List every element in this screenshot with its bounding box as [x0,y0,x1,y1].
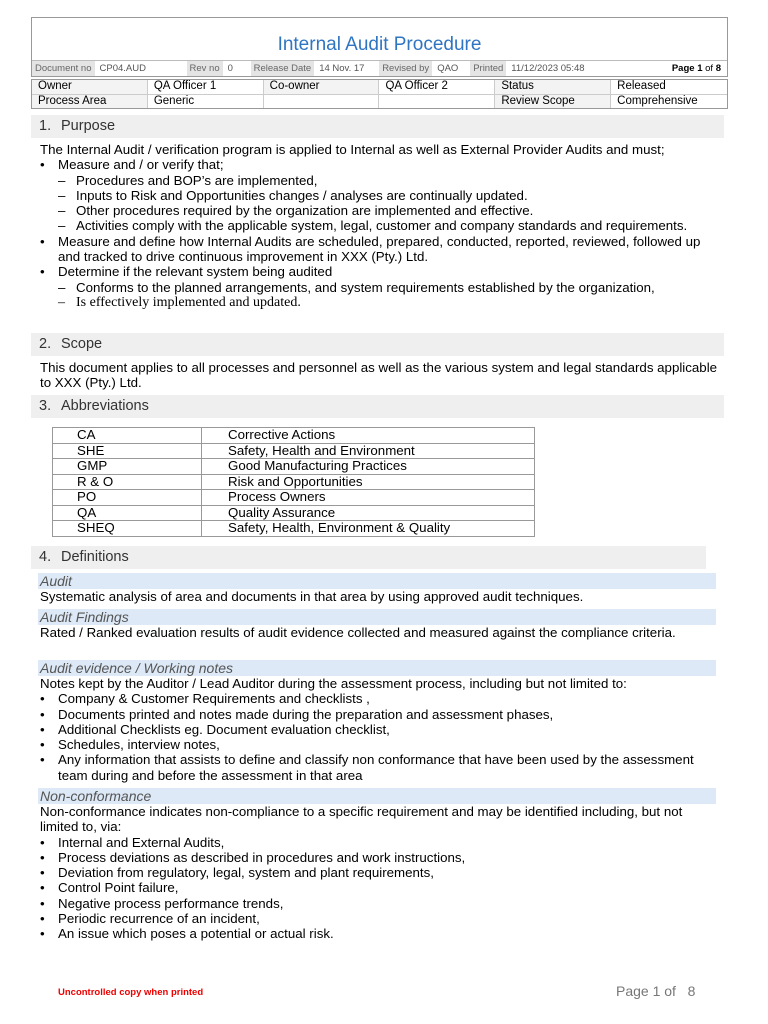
info-row-area [32,94,727,109]
purpose-subitem: – Inputs to Risk and Opportunities changes / analyses are continually updated. [40,188,720,203]
section-title: Purpose [61,118,116,134]
scope-body [40,360,720,391]
list-item: • Internal and External Audits, [40,835,720,850]
list-item: • Additional Checklists eg. Document evaluation checklist, [40,722,720,737]
meaning-cell: Safety, Health and Environment [202,443,535,459]
doc-no-value: CP04.AUD [99,63,146,74]
definition-nonconformance-body [40,804,720,942]
meaning-cell: Quality Assurance [202,505,535,521]
definition-evidence-body [40,676,720,783]
status-label: Status [495,80,611,94]
review-scope-value: Comprehensive [617,94,698,107]
list-item: • Schedules, interview notes, [40,737,720,752]
abbr-cell: SHEQ [53,521,202,537]
document-meta-bar [32,60,727,76]
abbr-cell: GMP [53,459,202,475]
list-item: • Process deviations as described in procedures and work instructions, [40,850,720,865]
definition-audit-body [40,589,720,604]
document-header [31,17,728,77]
list-item: • Control Point failure, [40,880,720,895]
document-info-table [31,79,728,109]
owner-value: QA Officer 1 [148,80,264,94]
table-row [53,443,535,459]
page-total: 8 [715,63,721,74]
section-number: 2. [39,336,52,352]
page-prefix: Page [671,63,698,74]
section-title: Definitions [61,549,129,565]
purpose-bullet-define: • Measure and define how Internal Audits are scheduled, prepared, conducted, reported, reviewed, followed up and tracked to drive continuous improvement in XXX (Pty.) Ltd. [40,234,720,265]
section-heading-scope [31,333,724,356]
list-item: • Company & Customer Requirements and checklists , [40,691,720,706]
coowner-label: Co-owner [264,80,380,94]
table-row [53,459,535,475]
definition-term-nonconformance: Non-conformance [38,788,716,804]
revised-by-label: Revised by [379,61,432,76]
section-number: 1. [39,118,52,134]
footer-page-number: Page 1 of 8 [616,983,696,999]
definition-term-evidence: Audit evidence / Working notes [38,660,716,676]
table-row [53,428,535,444]
definition-text: Notes kept by the Auditor / Lead Auditor during the assessment process, including but not limited to: [40,676,627,691]
definition-text: Rated / Ranked evaluation results of audit evidence collected and measured against the compliance criteria. [40,625,676,640]
owner-label: Owner [32,80,148,94]
empty-cell [264,95,380,109]
page-mid: of [702,63,716,74]
section-heading-abbreviations [31,395,724,418]
meaning-cell: Process Owners [202,490,535,506]
purpose-bullet-determine: • Determine if the relevant system being audited [40,264,720,279]
printed-label: Printed [470,61,506,76]
purpose-subitem: – Activities comply with the applicable system, legal, customer and company standards and requirements. [40,218,720,233]
uncontrolled-copy-notice: Uncontrolled copy when printed [58,987,204,998]
meaning-cell: Safety, Health, Environment & Quality [202,521,535,537]
section-heading-purpose [31,115,724,138]
list-item: • Negative process performance trends, [40,896,720,911]
purpose-subitem: – Other procedures required by the organization are implemented and effective. [40,203,720,218]
scope-text: This document applies to all processes and personnel as well as the various system and legal standards applicable to XXX (Pty.) Ltd. [40,360,718,391]
release-date-label: Release Date [251,61,315,76]
process-area-value: Generic [148,95,264,109]
list-item: • An issue which poses a potential or actual risk. [40,926,720,941]
purpose-subitem: – Conforms to the planned arrangements, and system requirements established by the organization, [40,280,720,295]
section-title: Abbreviations [61,398,149,414]
definition-term-audit: Audit [38,573,716,589]
meaning-cell: Risk and Opportunities [202,474,535,490]
section-number: 3. [39,398,52,414]
abbreviations-table [52,427,535,537]
purpose-subitem: – Is effectively implemented and updated. [40,295,720,310]
definition-text: Non-conformance indicates non-compliance to a specific requirement and may be identified including, but not limited to, via: [40,804,683,835]
table-row [53,521,535,537]
page-number: 1 [697,63,703,74]
abbr-cell: QA [53,505,202,521]
list-item: • Documents printed and notes made during the preparation and assessment phases, [40,707,720,722]
table-row [53,474,535,490]
list-item: • Any information that assists to define and classify non conformance that have been used by the assessment team during and before the assessment in that area [40,752,720,783]
section-number: 4. [39,549,52,565]
review-scope-label: Review Scope [495,95,611,109]
definition-text: Systematic analysis of area and documents in that area by using approved audit techniques. [40,589,584,604]
rev-no-label: Rev no [187,61,223,76]
abbr-cell: R & O [53,474,202,490]
purpose-intro: The Internal Audit / verification program is applied to Internal as well as External Provider Audits and must; [40,142,665,157]
definition-findings-body [40,625,720,640]
meaning-cell: Good Manufacturing Practices [202,459,535,475]
list-item: • Deviation from regulatory, legal, system and plant requirements, [40,865,720,880]
abbr-cell: CA [53,428,202,444]
purpose-body [40,142,720,310]
empty-cell [379,95,495,109]
revised-by-value: QAO [437,63,459,74]
purpose-subitem: – Procedures and BOP’s are implemented, [40,173,720,188]
table-row [53,505,535,521]
abbr-cell: SHE [53,443,202,459]
page-indicator [672,61,727,76]
rev-no-value: 0 [227,63,233,74]
doc-no-label: Document no [32,61,95,76]
info-row-owner [32,80,727,94]
definition-term-findings: Audit Findings [38,609,716,625]
list-item: • Periodic recurrence of an incident, [40,911,720,926]
release-date-value: 14 Nov. 17 [319,63,365,74]
purpose-bullet-measure: • Measure and / or verify that; [40,157,720,172]
status-value: Released [617,80,666,92]
coowner-value: QA Officer 2 [379,80,495,94]
document-title: Internal Audit Procedure [277,34,482,55]
printed-value: 11/12/2023 05:48 [511,63,585,74]
section-heading-definitions [31,546,706,569]
section-title: Scope [61,336,103,352]
abbr-cell: PO [53,490,202,506]
meaning-cell: Corrective Actions [202,428,535,444]
process-area-label: Process Area [32,95,148,109]
table-row [53,490,535,506]
